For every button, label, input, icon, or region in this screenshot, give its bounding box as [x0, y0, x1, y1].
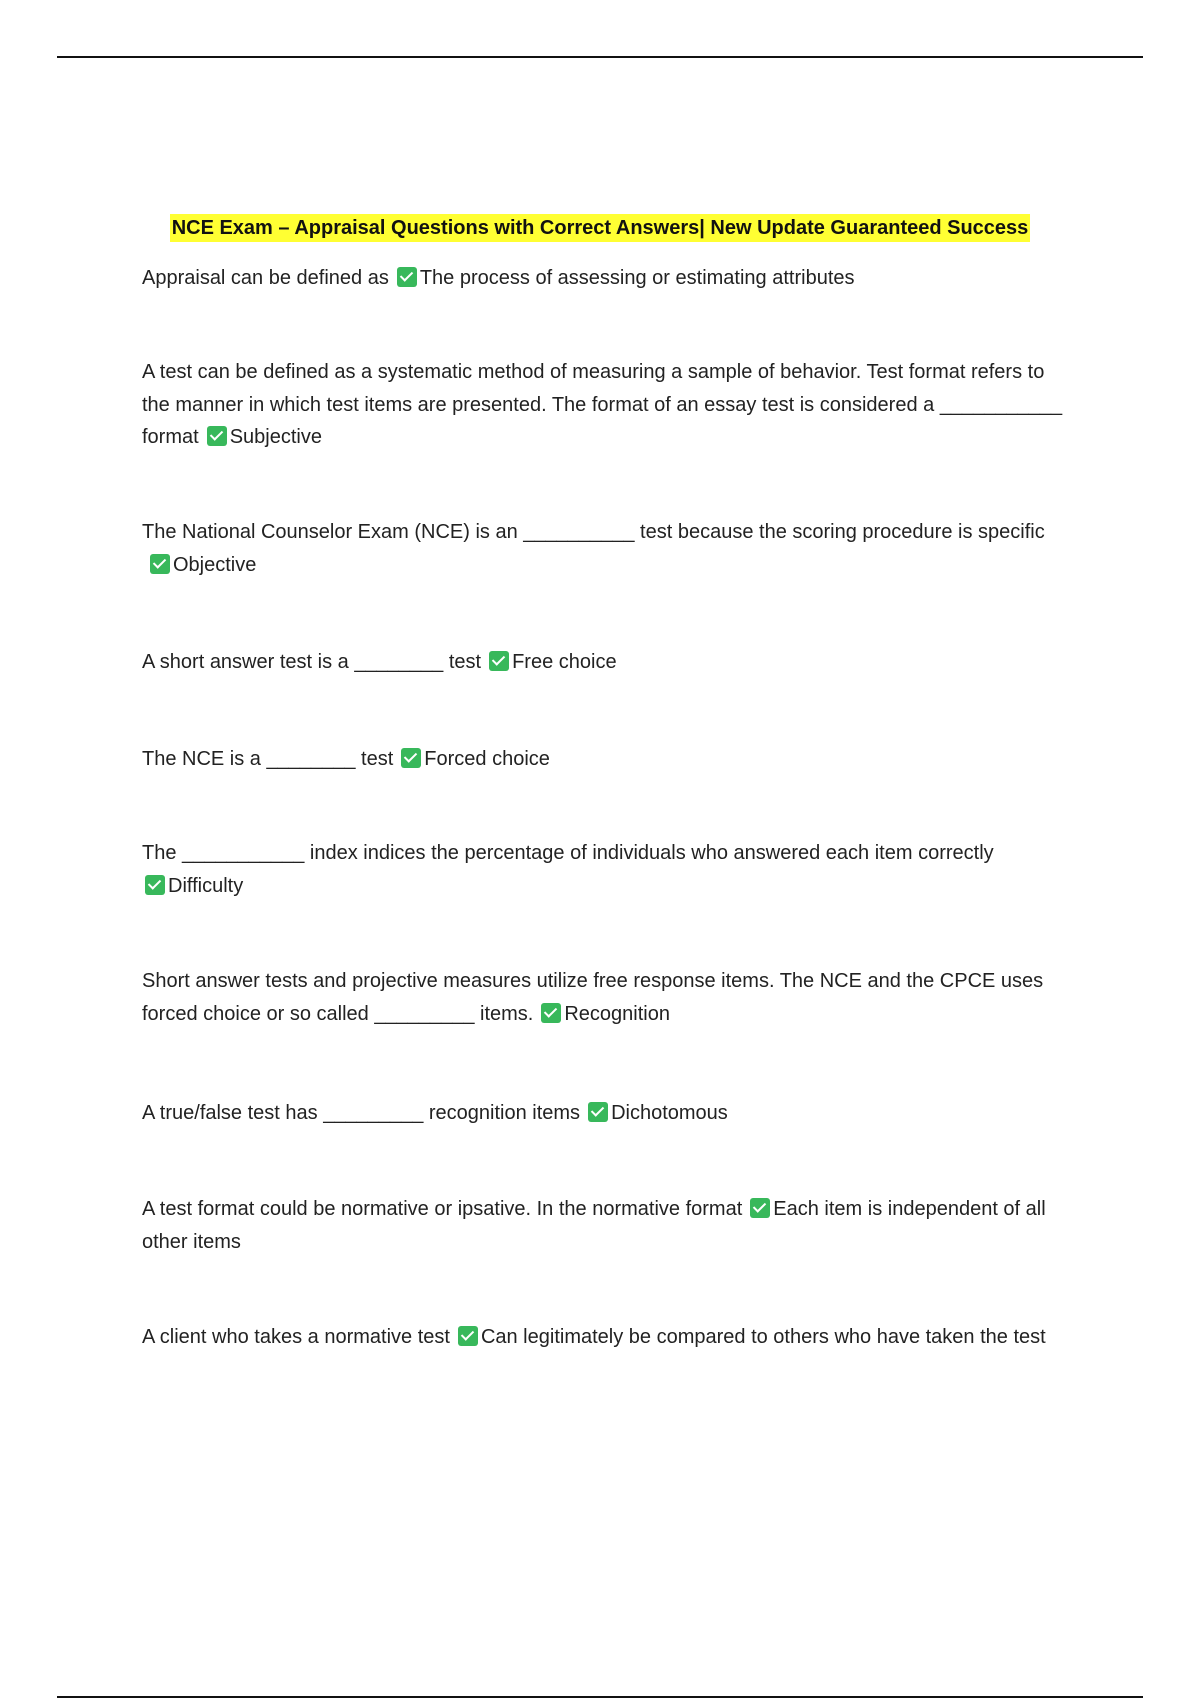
- check-icon: [401, 748, 421, 768]
- answer-text: Recognition: [564, 1002, 670, 1025]
- check-icon: [207, 426, 227, 446]
- qa-item: [142, 1097, 1067, 1130]
- qa-item: [142, 356, 1067, 454]
- qa-item: [142, 837, 1067, 902]
- question-text: The National Counselor Exam (NCE) is an __________ test because the scoring procedure is specific: [142, 521, 1045, 543]
- footer-rule: [57, 1696, 1143, 1698]
- question-text: Short answer tests and projective measures utilize free response items. The NCE and the CPCE uses forced choice or so called _________ items.: [142, 970, 1044, 1025]
- question-text: Appraisal can be defined as: [142, 267, 389, 289]
- header-rule: [57, 56, 1143, 58]
- question-text: A short answer test is a ________ test: [142, 651, 482, 673]
- question-text: The ___________ index indices the percentage of individuals who answered each item correctly: [142, 842, 994, 864]
- answer-text: Dichotomous: [611, 1102, 728, 1124]
- qa-item: [142, 516, 1067, 581]
- document-title: NCE Exam – Appraisal Questions with Correct Answers| New Update Guaranteed Success: [170, 214, 1031, 242]
- check-icon: [145, 875, 165, 895]
- answer-text: Each item is independent of all other items: [142, 1198, 1046, 1253]
- check-icon: [750, 1198, 770, 1218]
- qa-item: [142, 965, 1067, 1030]
- qa-item: [142, 1193, 1067, 1258]
- answer-text: Free choice: [512, 651, 617, 673]
- check-icon: [489, 651, 509, 671]
- question-text: A test format could be normative or ipsative. In the normative format: [142, 1198, 743, 1220]
- answer-text: The process of assessing or estimating attributes: [419, 267, 855, 289]
- check-icon: [541, 1003, 561, 1023]
- qa-item: [142, 646, 1067, 679]
- title-block: [0, 214, 1200, 242]
- answer-text: Difficulty: [168, 874, 244, 897]
- answer-text: Forced choice: [424, 748, 550, 770]
- check-icon: [150, 554, 170, 574]
- check-icon: [397, 267, 417, 287]
- question-text: A true/false test has _________ recognition items: [142, 1102, 581, 1124]
- question-text: A test can be defined as a systematic method of measuring a sample of behavior. Test format refers to the manner in which test items are presented. The format of an essay test is considered a ___________ format: [142, 361, 1063, 448]
- answer-text: Objective: [173, 553, 257, 576]
- qa-item: [142, 1321, 1067, 1354]
- answer-text: Can legitimately be compared to others who have taken the test: [480, 1326, 1046, 1348]
- check-icon: [588, 1102, 608, 1122]
- qa-item: [142, 262, 1067, 295]
- answer-text: Subjective: [229, 426, 322, 448]
- question-text: A client who takes a normative test: [142, 1326, 450, 1348]
- qa-item: [142, 743, 1067, 776]
- check-icon: [458, 1326, 478, 1346]
- question-text: The NCE is a ________ test: [142, 748, 394, 770]
